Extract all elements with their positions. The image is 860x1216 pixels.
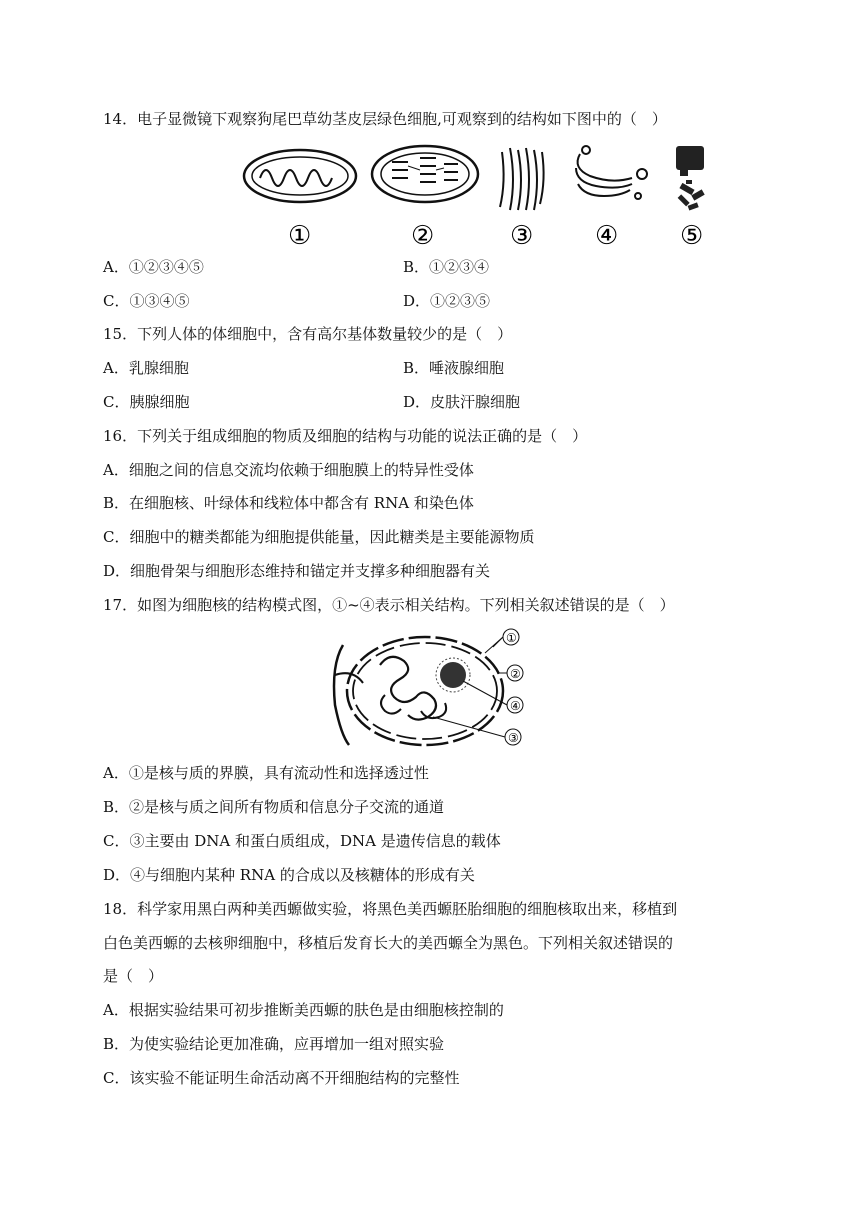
q15-option-b: B．唾液腺细胞	[403, 359, 505, 377]
q16-option-d: D．细胞骨架与细胞形态维持和锚定并支撑多种细胞器有关	[103, 562, 491, 580]
fig17-label-2: ②	[510, 667, 521, 681]
q17-option-a: A．①是核与质的界膜，具有流动性和选择透过性	[103, 764, 429, 782]
fig14-label-4: ④	[595, 221, 619, 250]
q14-option-b: B．①②③④	[403, 258, 490, 276]
q18-stem-line-2: 白色美西螈的去核卵细胞中，移植后发育长大的美西螈全为黑色。下列相关叙述错误的	[103, 934, 674, 952]
q15-option-a: A．乳腺细胞	[103, 359, 189, 377]
q14-option-c: C．①③④⑤	[103, 292, 190, 310]
q16-option-b: B．在细胞核、叶绿体和线粒体中都含有 RNA 和染色体	[103, 494, 474, 512]
chloroplast-icon	[372, 146, 478, 202]
fig14-label-1: ①	[288, 221, 312, 250]
q18-option-a: A．根据实验结果可初步推断美西螈的肤色是由细胞核控制的	[103, 1001, 504, 1019]
q18-stem-line-3: 是（ ）	[103, 967, 164, 985]
golgi-apparatus-icon	[576, 146, 647, 199]
fig17-label-3: ③	[508, 731, 519, 745]
mitochondrion-icon	[244, 150, 356, 202]
q14-option-a: A．①②③④⑤	[103, 258, 204, 276]
q18-option-c: C．该实验不能证明生命活动离不开细胞结构的完整性	[103, 1069, 460, 1087]
q16-option-a: A．细胞之间的信息交流均依赖于细胞膜上的特异性受体	[103, 461, 474, 479]
q17-option-d: D．④与细胞内某种 RNA 的合成以及核糖体的形成有关	[103, 866, 475, 884]
q15-option-c: C．胰腺细胞	[103, 393, 190, 411]
centriole-icon	[676, 146, 705, 211]
endoplasmic-reticulum-icon	[500, 148, 544, 210]
fig17-label-1: ①	[506, 631, 517, 645]
q17-stem: 17．如图为细胞核的结构模式图，①~④表示相关结构。下列相关叙述错误的是（ ）	[103, 596, 675, 614]
q16-stem: 16．下列关于组成细胞的物质及细胞的结构与功能的说法正确的是（ ）	[103, 427, 588, 445]
q16-option-c: C．细胞中的糖类都能为细胞提供能量，因此糖类是主要能源物质	[103, 528, 535, 546]
q18-stem-line-1: 18．科学家用黑白两种美西螈做实验，将黑色美西螈胚胎细胞的细胞核取出来，移植到	[103, 900, 678, 918]
fig17-label-4: ④	[510, 699, 521, 713]
q15-stem: 15．下列人体的体细胞中，含有高尔基体数量较少的是（ ）	[103, 325, 513, 343]
q18-option-b: B．为使实验结论更加准确，应再增加一组对照实验	[103, 1035, 445, 1053]
organelles-figure	[240, 140, 720, 250]
q14-stem: 14．电子显微镜下观察狗尾巴草幼茎皮层绿色细胞,可观察到的结构如下图中的（ ）	[103, 110, 667, 128]
q15-option-d: D．皮肤汗腺细胞	[403, 393, 521, 411]
fig14-label-5: ⑤	[680, 221, 704, 250]
q14-option-d: D．①②③⑤	[403, 292, 491, 310]
fig14-label-2: ②	[411, 221, 435, 250]
q17-option-b: B．②是核与质之间所有物质和信息分子交流的通道	[103, 798, 445, 816]
nucleus-figure	[325, 625, 535, 750]
fig14-label-3: ③	[510, 221, 534, 250]
q17-option-c: C．③主要由 DNA 和蛋白质组成，DNA 是遗传信息的载体	[103, 832, 501, 850]
